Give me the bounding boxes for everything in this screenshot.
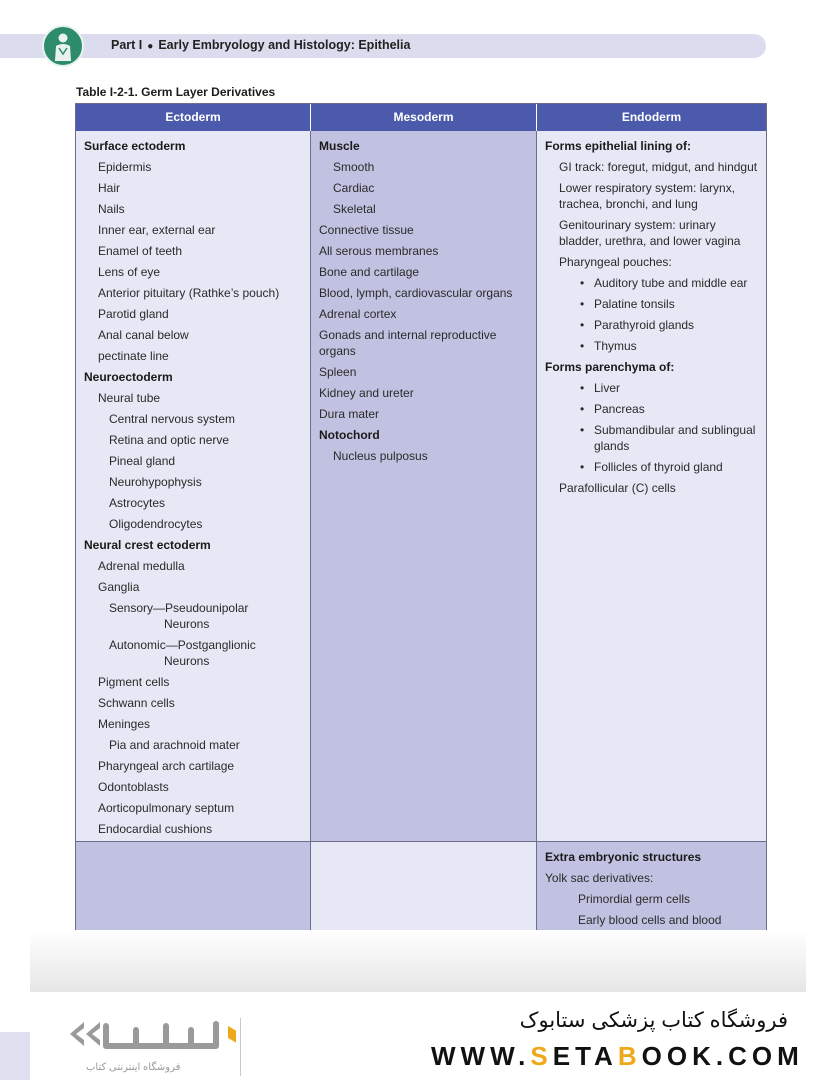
ectoderm-item — [84, 138, 304, 154]
column-header-endoderm: Endoderm — [537, 104, 766, 131]
ectoderm-item-text: Epidermis — [98, 160, 152, 174]
ectoderm-item-text: Enamel of teeth — [98, 244, 183, 258]
ectoderm-item — [84, 558, 304, 574]
endoderm-item-text: Palatine tonsils — [594, 297, 675, 311]
ectoderm-item — [84, 348, 304, 364]
ectoderm-item-text: Odontoblasts — [98, 780, 169, 794]
endoderm-item — [545, 254, 760, 270]
mesoderm-item — [319, 406, 530, 422]
mesoderm-item — [319, 306, 530, 322]
page-shadow — [30, 930, 806, 992]
ectoderm-item — [84, 453, 304, 469]
mesoderm-item-text: All serous membranes — [319, 244, 439, 258]
endoderm-item — [545, 138, 760, 154]
url-accent: B — [617, 1041, 642, 1071]
ectoderm-item-text: Surface ectoderm — [84, 139, 186, 153]
ectoderm-item — [84, 222, 304, 238]
logo-subtitle: فروشگاه اینترنتی کتاب — [86, 1062, 181, 1073]
extra-embryonic-list — [537, 842, 766, 944]
ectoderm-item — [84, 327, 304, 343]
ectoderm-item-text: Meninges — [98, 717, 151, 731]
ectoderm-item — [84, 737, 304, 753]
mesoderm-item-text: Muscle — [319, 139, 360, 153]
ectoderm-item — [84, 285, 304, 301]
endoderm-item-text: Parafollicular (C) cells — [559, 481, 676, 495]
ectoderm-item — [84, 537, 304, 553]
shop-title: فروشگاه کتاب پزشکی ستابوک — [519, 1009, 788, 1032]
ectoderm-item-text-cont: Neurons — [164, 654, 210, 668]
column-header-ectoderm: Ectoderm — [76, 104, 311, 131]
ectoderm-item-text: Neurohypophysis — [109, 475, 202, 489]
ectoderm-item-text: Neuroectoderm — [84, 370, 173, 384]
ectoderm-item — [84, 411, 304, 427]
mesoderm-item-text: Spleen — [319, 365, 357, 379]
header-separator: ● — [147, 41, 154, 52]
footer-side-block — [0, 1032, 30, 1080]
endoderm-item — [545, 459, 760, 475]
endoderm-item-text: Pancreas — [594, 402, 645, 416]
mesoderm-item — [319, 201, 530, 217]
endoderm-item-text: Liver — [594, 381, 621, 395]
endoderm-item — [545, 180, 760, 212]
ectoderm-list — [76, 131, 310, 837]
ectoderm-item-text: Pigment cells — [98, 675, 170, 689]
ectoderm-item — [84, 579, 304, 595]
ectoderm-item — [84, 674, 304, 690]
mesoderm-item — [319, 385, 530, 401]
ectoderm-item — [84, 495, 304, 511]
mesoderm-item — [319, 364, 530, 380]
extra-item-text: Primordial germ cells — [578, 892, 691, 906]
ectoderm-item-text: Lens of eye — [98, 265, 161, 279]
endoderm-list — [537, 131, 766, 496]
endoderm-item-text: Submandibular and sublingual glands — [594, 423, 756, 453]
ectoderm-item — [84, 201, 304, 217]
endoderm-item — [545, 338, 760, 354]
mesoderm-item-text: Smooth — [333, 160, 375, 174]
url-part: OOK.COM — [641, 1041, 804, 1071]
ectoderm-item-text: Oligodendrocytes — [109, 517, 203, 531]
mesoderm-item-text: Adrenal cortex — [319, 307, 397, 321]
anatomy-figure-icon — [42, 25, 84, 67]
mesoderm-item — [319, 138, 530, 154]
ectoderm-item — [84, 474, 304, 490]
mesoderm-item-text: Dura mater — [319, 407, 380, 421]
shop-url[interactable] — [431, 1041, 804, 1072]
mesoderm-item-text: Cardiac — [333, 181, 375, 195]
column-header-mesoderm: Mesoderm — [311, 104, 537, 131]
ectoderm-item-text: Anterior pituitary (Rathke’s pouch) — [98, 286, 280, 300]
ectoderm-item-text: pectinate line — [98, 349, 169, 363]
url-part: ETA — [552, 1041, 618, 1071]
extra-item — [545, 870, 760, 886]
endoderm-item — [545, 401, 760, 417]
ectoderm-item-text-cont: Neurons — [164, 617, 210, 631]
ectoderm-item — [84, 243, 304, 259]
ectoderm-item-text: Pharyngeal arch cartilage — [98, 759, 235, 773]
ectoderm-item-text: Inner ear, external ear — [98, 223, 216, 237]
mesoderm-item-text: Blood, lymph, cardiovascular organs — [319, 286, 513, 300]
mesoderm-item — [319, 285, 530, 301]
mesoderm-item — [319, 159, 530, 175]
endoderm-cell — [537, 131, 766, 842]
ectoderm-item-text: Autonomic—Postganglionic — [109, 638, 256, 652]
ectoderm-item-text: Pineal gland — [109, 454, 176, 468]
ectoderm-item — [84, 758, 304, 774]
endoderm-item-text: Thymus — [594, 339, 637, 353]
mesoderm-item — [319, 180, 530, 196]
ectoderm-item — [84, 180, 304, 196]
mesoderm-item — [319, 264, 530, 280]
running-header — [111, 38, 410, 52]
ectoderm-item — [84, 432, 304, 448]
ectoderm-item — [84, 369, 304, 385]
endoderm-item-text: Parathyroid glands — [594, 318, 695, 332]
mesoderm-item — [319, 427, 530, 443]
ectoderm-item-text: Sensory—Pseudounipolar — [109, 601, 249, 615]
ectoderm-item — [84, 516, 304, 532]
mesoderm-item-text: Notochord — [319, 428, 380, 442]
mesoderm-list — [311, 131, 536, 464]
ectoderm-item-text: Schwann cells — [98, 696, 175, 710]
table-caption: Table I-2-1. Germ Layer Derivatives — [76, 85, 276, 99]
mesoderm-item-text: Bone and cartilage — [319, 265, 420, 279]
mesoderm-item-text: Skeletal — [333, 202, 376, 216]
ectoderm-item-text: Pia and arachnoid mater — [109, 738, 240, 752]
endoderm-item-text: Lower respiratory system: larynx, trachea, bronchi, and lung — [559, 181, 736, 211]
setabook-logo-icon — [66, 1012, 236, 1062]
mesoderm-cell — [311, 131, 537, 842]
url-accent: S — [530, 1041, 553, 1071]
footer-divider — [240, 1018, 241, 1076]
endoderm-item-text: Forms epithelial lining of: — [545, 139, 692, 153]
mesoderm-item — [319, 448, 530, 464]
ectoderm-item-text: Neural tube — [98, 391, 161, 405]
endoderm-item — [545, 217, 760, 249]
mesoderm-item-text: Connective tissue — [319, 223, 414, 237]
mesoderm-item — [319, 327, 530, 359]
endoderm-item-text: Genitourinary system: urinary bladder, urethra, and lower vagina — [559, 218, 741, 248]
chapter-title: Early Embryology and Histology: Epithelia — [158, 38, 411, 52]
extra-item-text: Extra embryonic structures — [545, 850, 702, 864]
extra-item-text: Yolk sac derivatives: — [545, 871, 654, 885]
ectoderm-item — [84, 800, 304, 816]
endoderm-item-text: Pharyngeal pouches: — [559, 255, 672, 269]
ectoderm-item — [84, 390, 304, 406]
part-label: Part I — [111, 38, 143, 52]
endoderm-item-text: Follicles of thyroid gland — [594, 460, 723, 474]
ectoderm-item-text: Central nervous system — [109, 412, 236, 426]
ectoderm-item-text: Nails — [98, 202, 125, 216]
endoderm-item — [545, 359, 760, 375]
ectoderm-item-text: Anal canal below — [98, 328, 189, 342]
ectoderm-item-text: Hair — [98, 181, 121, 195]
mesoderm-item-text: Nucleus pulposus — [333, 449, 428, 463]
ectoderm-item — [84, 716, 304, 732]
ectoderm-cell — [76, 131, 311, 842]
ectoderm-item — [84, 695, 304, 711]
endoderm-item-text: GI track: foregut, midgut, and hindgut — [559, 160, 758, 174]
extra-item — [545, 849, 760, 865]
ectoderm-item-text: Adrenal medulla — [98, 559, 185, 573]
ectoderm-item — [84, 159, 304, 175]
endoderm-item-text: Forms parenchyma of: — [545, 360, 675, 374]
ectoderm-item-text: Neural crest ectoderm — [84, 538, 211, 552]
ectoderm-item-text: Endocardial cushions — [98, 822, 213, 836]
endoderm-item — [545, 380, 760, 396]
endoderm-item — [545, 296, 760, 312]
germ-layer-table — [75, 103, 767, 948]
ectoderm-item-text: Ganglia — [98, 580, 140, 594]
endoderm-item — [545, 275, 760, 291]
ectoderm-item — [84, 306, 304, 322]
endoderm-item — [545, 480, 760, 496]
endoderm-item-text: Auditory tube and middle ear — [594, 276, 748, 290]
extra-item — [545, 891, 760, 907]
ectoderm-item — [84, 779, 304, 795]
mesoderm-item — [319, 243, 530, 259]
ectoderm-item-text: Parotid gland — [98, 307, 169, 321]
ectoderm-item-text: Astrocytes — [109, 496, 166, 510]
mesoderm-item-text: Kidney and ureter — [319, 386, 414, 400]
ectoderm-item — [84, 264, 304, 280]
ectoderm-item — [84, 637, 304, 669]
url-part: WWW. — [431, 1041, 531, 1071]
mesoderm-item — [319, 222, 530, 238]
extra-item-text: Early blood cells and blood — [578, 913, 722, 927]
endoderm-item — [545, 422, 760, 454]
ectoderm-item-text: Aorticopulmonary septum — [98, 801, 235, 815]
ectoderm-item — [84, 600, 304, 632]
ectoderm-item-text: Retina and optic nerve — [109, 433, 230, 447]
endoderm-item — [545, 317, 760, 333]
mesoderm-item-text: Gonads and internal reproductive organs — [319, 328, 497, 358]
ectoderm-item — [84, 821, 304, 837]
endoderm-item — [545, 159, 760, 175]
